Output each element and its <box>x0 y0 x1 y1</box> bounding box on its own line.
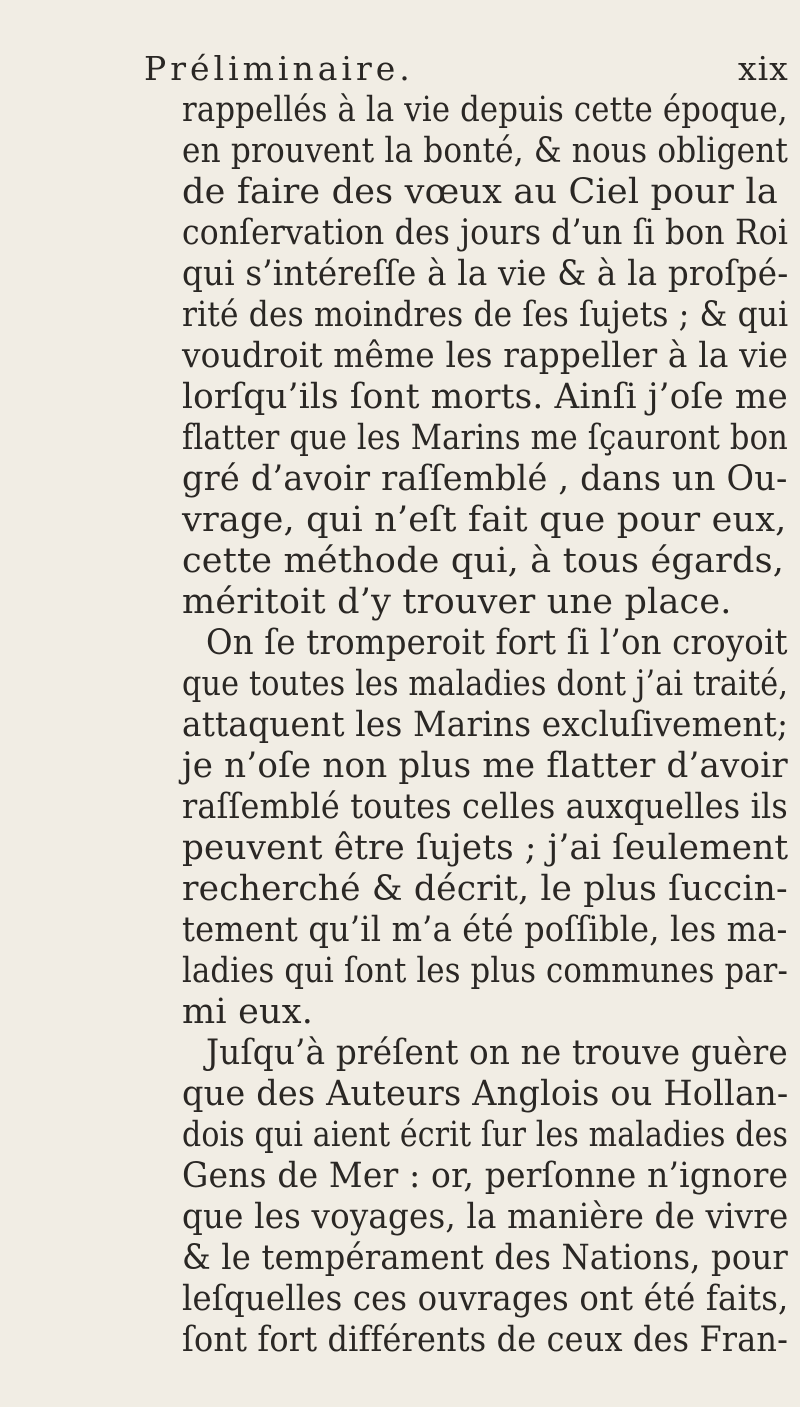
text-line: qui s’intéreſſe à la vie & à la proſpé- <box>182 254 789 294</box>
text-line: lorſqu’ils ſont morts. Ainſi j’oſe me <box>182 377 788 417</box>
text-line: leſquelles ces ouvrages ont été faits, <box>182 1279 789 1319</box>
text-line: que les voyages, la manière de vivre <box>182 1197 789 1237</box>
text-line: que des Auteurs Anglois ou Hollan- <box>182 1074 789 1114</box>
text-line: conſervation des jours d’un ſi bon Roi <box>182 213 789 253</box>
page-number: xix <box>738 49 789 88</box>
text-line: mi eux. <box>182 992 314 1032</box>
text-line: de faire des vœux au Ciel pour la <box>182 172 778 212</box>
text-line: Gens de Mer : or, perſonne n’ignore <box>182 1156 789 1196</box>
text-line: ſont fort différents de ceux des Fran- <box>182 1320 789 1360</box>
text-line: rité des moindres de ſes ſujets ; & qui <box>182 295 789 335</box>
text-line: cette méthode qui, à tous égards, <box>182 541 785 581</box>
running-head <box>144 48 789 90</box>
running-head-title: Préliminaire. <box>144 49 414 88</box>
text-line: ladies qui ſont les plus communes par- <box>182 951 789 991</box>
text-line: & le tempérament des Nations, pour <box>182 1238 788 1278</box>
text-line: voudroit même les rappeller à la vie <box>182 336 789 376</box>
text-line: On ſe tromperoit fort ſi l’on croyoit <box>206 623 788 663</box>
text-line: tement qu’il m’a été poſſible, les ma- <box>182 910 788 950</box>
text-line: gré d’avoir raſſemblé , dans un Ou- <box>182 459 788 499</box>
text-line: flatter que les Marins me ſçauront bon <box>182 418 788 458</box>
text-line: peuvent être ſujets ; j’ai ſeulement <box>182 828 789 868</box>
text-line: recherché & décrit, le plus ſuccin- <box>182 869 788 909</box>
text-line: raſſemblé toutes celles auxquelles ils <box>182 787 788 827</box>
text-line: méritoit d’y trouver une place. <box>182 582 732 622</box>
text-line: Juſqu’à préſent on ne trouve guère <box>206 1033 788 1073</box>
text-line: en prouvent la bonté, & nous obligent <box>182 131 789 171</box>
text-line: je n’oſe non plus me flatter d’avoir <box>182 746 788 786</box>
text-line: que toutes les maladies dont j’ai traité, <box>182 664 789 704</box>
text-line: attaquent les Marins excluſivement; <box>182 705 789 745</box>
text-line: rappellés à la vie depuis cette époque, <box>182 90 788 130</box>
text-line: dois qui aient écrit ſur les maladies des <box>182 1115 789 1155</box>
text-line: vrage, qui n’eſt fait que pour eux, <box>182 500 787 540</box>
